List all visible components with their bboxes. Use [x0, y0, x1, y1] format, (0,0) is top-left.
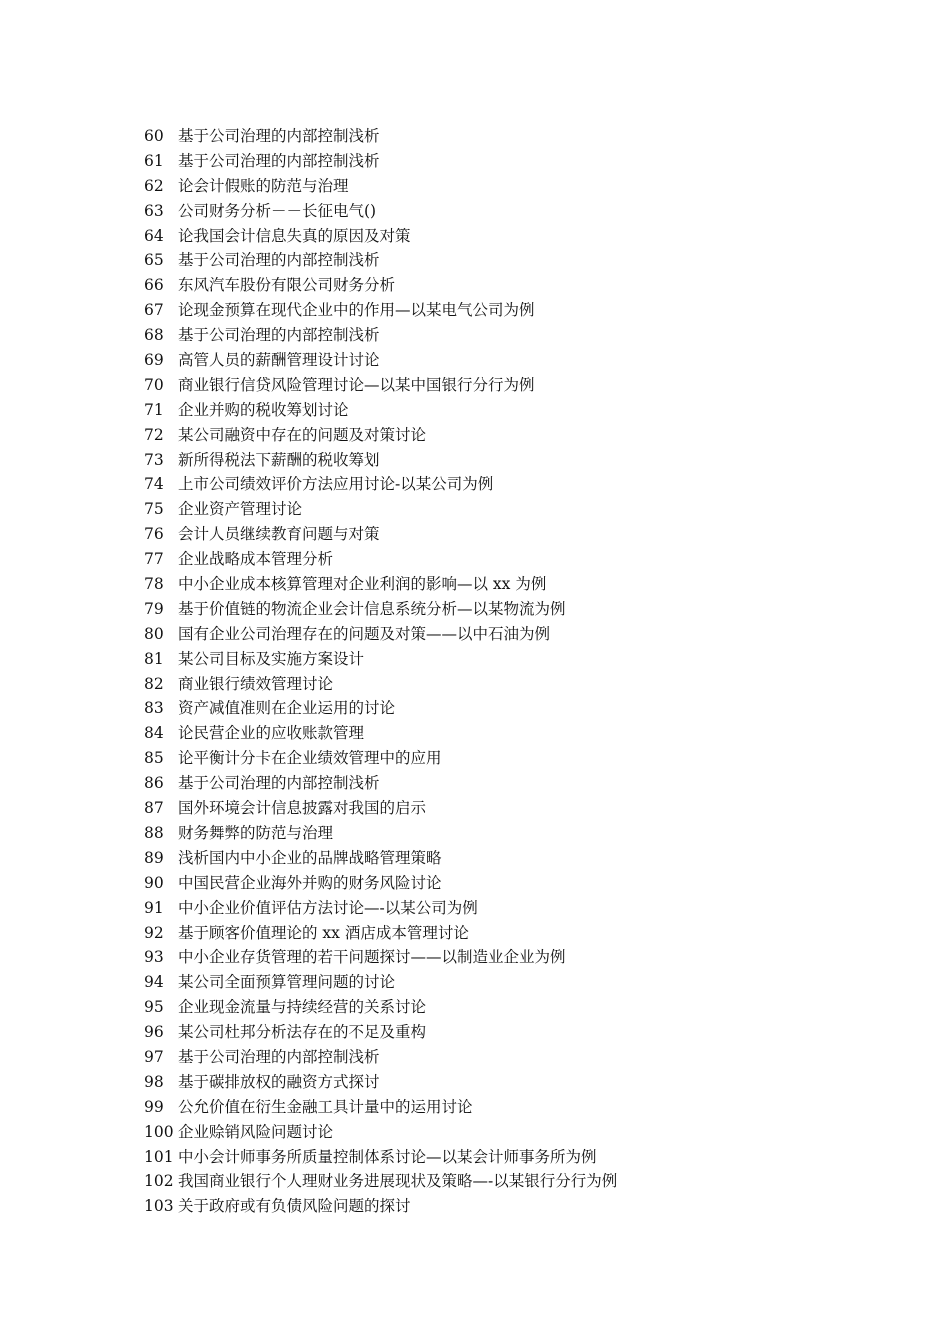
topic-title: 公允价值在衍生金融工具计量中的运用讨论 [178, 1097, 473, 1116]
topic-number: 84 [144, 724, 164, 743]
topic-title: 基于公司治理的内部控制浅析 [178, 774, 380, 793]
topic-number: 100 [144, 1122, 174, 1141]
topic-row [144, 622, 904, 647]
topic-row [144, 647, 904, 672]
topic-row [144, 1070, 904, 1095]
topic-title: 我国商业银行个人理财业务进展现状及策略—-以某银行分行为例 [178, 1172, 618, 1191]
topic-row [144, 945, 904, 970]
topic-title: 中小企业成本核算管理对企业利润的影响—以 xx 为例 [178, 575, 547, 594]
topic-row [144, 597, 904, 622]
topic-number: 60 [144, 127, 164, 145]
topic-title: 中小会计师事务所质量控制体系讨论—以某会计师事务所为例 [178, 1147, 597, 1166]
topic-number: 65 [144, 251, 164, 270]
topic-title: 企业并购的税收筹划讨论 [178, 400, 349, 419]
topic-number: 80 [144, 624, 164, 643]
topic-row [144, 472, 904, 497]
topic-number: 75 [144, 500, 164, 519]
topic-title: 某公司融资中存在的问题及对策讨论 [178, 425, 427, 444]
topic-title: 基于碳排放权的融资方式探讨 [178, 1072, 380, 1091]
topic-number: 79 [144, 599, 164, 618]
topic-number: 61 [144, 151, 164, 170]
topic-title: 基于公司治理的内部控制浅析 [178, 1047, 380, 1066]
topic-title: 浅析国内中小企业的品牌战略管理策略 [178, 848, 442, 867]
topic-number: 63 [144, 201, 164, 220]
topic-row [144, 149, 904, 174]
topic-title: 基于公司治理的内部控制浅析 [178, 326, 380, 345]
topic-row [144, 746, 904, 771]
topic-number: 99 [144, 1097, 164, 1116]
topic-title: 东风汽车股份有限公司财务分析 [178, 276, 396, 295]
topic-number: 102 [144, 1172, 174, 1191]
topic-number: 67 [144, 301, 164, 320]
topic-row [144, 348, 904, 373]
topic-row [144, 672, 904, 697]
topic-number: 95 [144, 998, 164, 1017]
topic-number: 76 [144, 525, 164, 544]
topic-number: 66 [144, 276, 164, 295]
topic-row [144, 696, 904, 721]
topic-title: 基于公司治理的内部控制浅析 [178, 127, 380, 145]
topic-row [144, 1045, 904, 1070]
topic-number: 91 [144, 898, 164, 917]
topic-row [144, 174, 904, 199]
topic-title: 国有企业公司治理存在的问题及对策——以中石油为例 [178, 624, 551, 643]
topic-number: 72 [144, 425, 164, 444]
topic-row [144, 771, 904, 796]
topic-number: 64 [144, 226, 164, 245]
topic-row [144, 423, 904, 448]
topic-number: 98 [144, 1072, 164, 1091]
topic-row [144, 497, 904, 522]
topic-number: 93 [144, 948, 164, 967]
topic-number: 68 [144, 326, 164, 345]
topic-row [144, 323, 904, 348]
topic-title: 国外环境会计信息披露对我国的启示 [178, 799, 427, 818]
topic-title: 企业战略成本管理分析 [178, 550, 334, 569]
topic-title: 基于公司治理的内部控制浅析 [178, 151, 380, 170]
topic-number: 74 [144, 475, 164, 494]
topic-row [144, 796, 904, 821]
topic-title: 基于公司治理的内部控制浅析 [178, 251, 380, 270]
topic-number: 73 [144, 450, 164, 469]
topic-number: 78 [144, 575, 164, 594]
topic-row [144, 846, 904, 871]
topic-title: 上市公司绩效评价方法应用讨论-以某公司为例 [178, 475, 494, 494]
topic-row [144, 298, 904, 323]
topic-title: 高管人员的薪酬管理设计讨论 [178, 351, 380, 370]
topic-row [144, 572, 904, 597]
topic-row [144, 1194, 904, 1219]
topic-number: 103 [144, 1197, 174, 1216]
topic-title: 关于政府或有负债风险问题的探讨 [178, 1197, 411, 1216]
topic-number: 87 [144, 799, 164, 818]
topic-title: 财务舞弊的防范与治理 [178, 823, 334, 842]
topic-title: 中小企业存货管理的若干问题探讨——以制造业企业为例 [178, 948, 566, 967]
topic-number: 90 [144, 873, 164, 892]
topic-title: 资产减值准则在企业运用的讨论 [178, 699, 396, 718]
topic-row [144, 995, 904, 1020]
topic-number: 70 [144, 375, 164, 394]
topic-number: 97 [144, 1047, 164, 1066]
topic-row [144, 199, 904, 224]
topic-row [144, 1020, 904, 1045]
topic-row [144, 871, 904, 896]
topic-row [144, 821, 904, 846]
topic-title: 论现金预算在现代企业中的作用—以某电气公司为例 [178, 301, 535, 320]
topic-number: 69 [144, 351, 164, 370]
topic-number: 71 [144, 400, 164, 419]
topic-number: 94 [144, 973, 164, 992]
topic-title: 论民营企业的应收账款管理 [178, 724, 365, 743]
topic-number: 83 [144, 699, 164, 718]
topic-title: 企业资产管理讨论 [178, 500, 303, 519]
topic-title: 基于顾客价值理论的 xx 酒店成本管理讨论 [178, 923, 469, 942]
topic-number: 96 [144, 1023, 164, 1042]
topic-title: 公司财务分析－－长征电气() [178, 201, 377, 220]
topic-title: 中国民营企业海外并购的财务风险讨论 [178, 873, 442, 892]
topic-row [144, 721, 904, 746]
topic-title: 中小企业价值评估方法讨论—-以某公司为例 [178, 898, 478, 917]
topic-number: 88 [144, 823, 164, 842]
topic-title: 某公司全面预算管理问题的讨论 [178, 973, 396, 992]
topic-title: 某公司目标及实施方案设计 [178, 649, 365, 668]
topic-row [144, 921, 904, 946]
topic-row [144, 398, 904, 423]
topic-title: 论会计假账的防范与治理 [178, 176, 349, 195]
topic-list [144, 124, 904, 1219]
topic-row [144, 970, 904, 995]
topic-title: 企业现金流量与持续经营的关系讨论 [178, 998, 427, 1017]
topic-number: 77 [144, 550, 164, 569]
topic-number: 92 [144, 923, 164, 942]
topic-row [144, 1145, 904, 1170]
topic-row [144, 547, 904, 572]
topic-title: 企业赊销风险问题讨论 [178, 1122, 334, 1141]
topic-number: 89 [144, 848, 164, 867]
topic-title: 商业银行绩效管理讨论 [178, 674, 334, 693]
topic-number: 62 [144, 176, 164, 195]
topic-number: 86 [144, 774, 164, 793]
topic-row [144, 124, 904, 149]
topic-row [144, 248, 904, 273]
topic-row [144, 273, 904, 298]
topic-row [144, 1169, 904, 1194]
topic-number: 101 [144, 1147, 174, 1166]
topic-row [144, 448, 904, 473]
topic-number: 81 [144, 649, 164, 668]
topic-title: 新所得税法下薪酬的税收筹划 [178, 450, 380, 469]
topic-title: 某公司杜邦分析法存在的不足及重构 [178, 1023, 427, 1042]
topic-number: 82 [144, 674, 164, 693]
topic-title: 基于价值链的物流企业会计信息系统分析—以某物流为例 [178, 599, 566, 618]
topic-row [144, 373, 904, 398]
topic-row [144, 224, 904, 249]
topic-row [144, 1095, 904, 1120]
topic-row [144, 896, 904, 921]
topic-row [144, 522, 904, 547]
topic-title: 论平衡计分卡在企业绩效管理中的应用 [178, 749, 442, 768]
topic-title: 商业银行信贷风险管理讨论—以某中国银行分行为例 [178, 375, 535, 394]
topic-title: 会计人员继续教育问题与对策 [178, 525, 380, 544]
topic-title: 论我国会计信息失真的原因及对策 [178, 226, 411, 245]
topic-row [144, 1120, 904, 1145]
topic-number: 85 [144, 749, 164, 768]
